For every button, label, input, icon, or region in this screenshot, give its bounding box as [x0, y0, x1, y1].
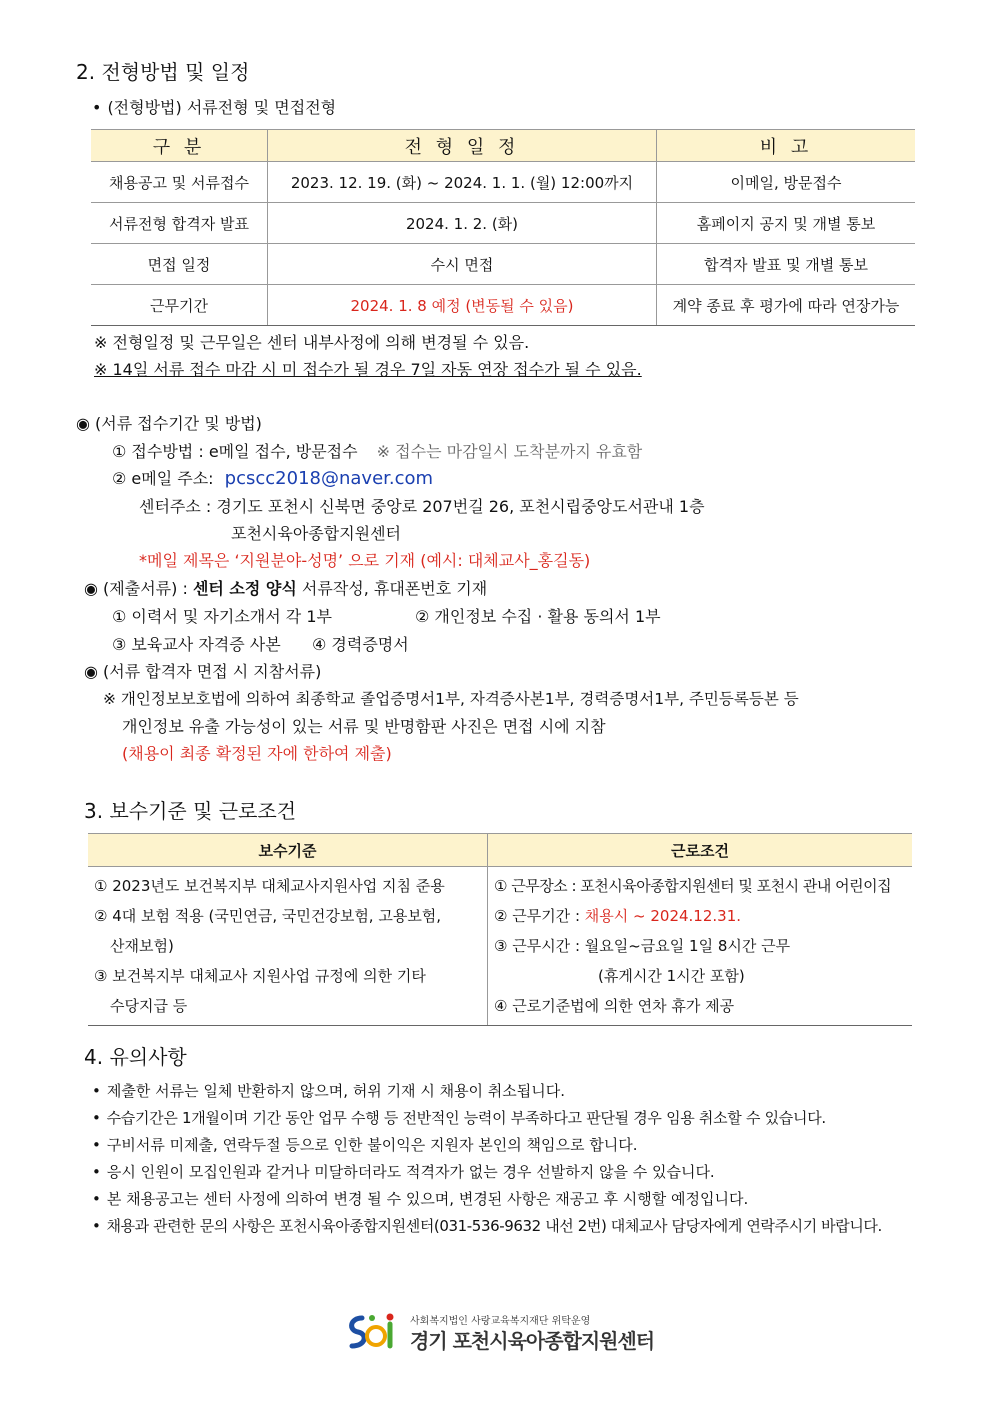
work-hours: ③ 근무시간 : 월요일~금요일 1일 8시간 근무	[494, 937, 791, 955]
documents-prefix: ◉ (제출서류) :	[84, 579, 188, 598]
interview-docs-line-2: 개인정보 유출 가능성이 있는 서류 및 반명함판 사진은 면접 시에 지참	[122, 717, 606, 736]
table-row	[91, 203, 915, 244]
schedule-header-category: 구 분	[91, 130, 268, 162]
email-label: ② e메일 주소:	[112, 469, 214, 488]
documents-item-1: ① 이력서 및 자기소개서 각 1부	[112, 607, 332, 626]
list-item: • 제출한 서류는 일체 반환하지 않으며, 허위 기재 시 채용이 취소됩니다.	[92, 1078, 882, 1105]
schedule-note-1: ※ 전형일정 및 근무일은 센터 내부사정에 의해 변경될 수 있음.	[94, 333, 530, 352]
documents-bold: 센터 소정 양식	[192, 579, 297, 598]
selection-method: • (전형방법) 서류전형 및 면접전형	[92, 95, 336, 118]
pay-item-2: ② 4대 보험 적용 (국민연금, 국민건강보험, 고용보험,	[94, 907, 442, 925]
mail-subject-rule: *메일 제목은 ‘지원분야-성명’ 으로 기재 (예시: 대체교사_홍길동)	[139, 551, 591, 570]
section3-title: 3. 보수기준 및 근로조건	[84, 799, 297, 823]
documents-item-2: ② 개인정보 수집 · 활용 동의서 1부	[415, 607, 661, 626]
center-logo	[344, 1310, 664, 1356]
table-cell: 계약 종료 후 평가에 따라 연장가능	[657, 285, 916, 326]
pay-item-3: ③ 보건복지부 대체교사 지원사업 규정에 의한 기타	[94, 967, 426, 985]
section4-title: 4. 유의사항	[84, 1045, 187, 1069]
pay-item-1: ① 2023년도 보건복지부 대체교사지원사업 지침 준용	[94, 877, 445, 895]
email-address: pcscc2018@naver.com	[224, 468, 434, 489]
pay-item-3-cont: 수당지급 등	[110, 997, 188, 1015]
pay-conditions-table	[88, 833, 912, 1026]
center-address-name: 포천시육아종합지원센터	[231, 524, 402, 543]
work-break: (휴게시간 1시간 포함)	[598, 967, 745, 985]
center-address: 센터주소 : 경기도 포천시 신북면 중앙로 207번길 26, 포천시립중앙도서관내 1층	[139, 497, 705, 516]
table-row	[91, 162, 915, 203]
work-period-value: 채용시 ~ 2024.12.31.	[584, 907, 742, 925]
documents-title	[84, 576, 487, 599]
documents-item-3: ③ 보육교사 자격증 사본	[112, 635, 281, 654]
work-place: ① 근무장소 : 포천시육아종합지원센터 및 포천시 관내 어린이집	[494, 877, 892, 895]
documents-suffix: 서류작성, 휴대폰번호 기재	[301, 579, 488, 598]
work-period	[494, 901, 906, 931]
pay-item-2-cont: 산재보험)	[110, 937, 174, 955]
section2-title: 2. 전형방법 및 일정	[76, 60, 250, 84]
logo-mark-icon	[344, 1310, 406, 1356]
schedule-note-2: ※ 14일 서류 접수 마감 시 미 접수가 될 경우 7일 자동 연장 접수가 될 수 있음.	[94, 360, 642, 379]
work-period-label: ② 근무기간 :	[494, 907, 580, 925]
submission-method-note: ※ 접수는 마감일시 도착분까지 유효함	[376, 442, 643, 461]
logo-center-name: 경기 포천시육아종합지원센터	[410, 1329, 655, 1353]
conditions-header: 근로조건	[488, 834, 913, 867]
table-cell: 서류전형 합격자 발표	[91, 203, 268, 244]
table-cell-highlight: 2024. 1. 8 예정 (변동될 수 있음)	[268, 285, 657, 326]
table-row	[91, 285, 915, 326]
table-cell: 이메일, 방문접수	[657, 162, 916, 203]
table-cell: 홈페이지 공지 및 개별 통보	[657, 203, 916, 244]
interview-docs-title: ◉ (서류 합격자 면접 시 지참서류)	[84, 662, 322, 681]
email-line	[112, 466, 433, 489]
pay-header: 보수기준	[88, 834, 488, 867]
submission-method	[112, 439, 642, 462]
schedule-header-schedule: 전 형 일 정	[268, 130, 657, 162]
list-item: • 수습기간은 1개월이며 기간 동안 업무 수행 등 전반적인 능력이 부족하다고 판단될 경우 임용 취소할 수 있습니다.	[92, 1105, 882, 1132]
list-item: • 구비서류 미제출, 연락두절 등으로 인한 불이익은 지원자 본인의 책임으로 합니다.	[92, 1132, 882, 1159]
table-cell: 수시 면접	[268, 244, 657, 285]
table-cell: 2024. 1. 2. (화)	[268, 203, 657, 244]
submission-method-label: ① 접수방법 : e메일 접수, 방문접수	[112, 442, 358, 461]
notice-list	[92, 1078, 882, 1240]
pay-cell	[88, 867, 488, 1026]
conditions-cell	[488, 867, 913, 1026]
table-cell: 근무기간	[91, 285, 268, 326]
list-item: • 본 채용공고는 센터 사정에 의하여 변경 될 수 있으며, 변경된 사항은 재공고 후 시행할 예정입니다.	[92, 1186, 882, 1213]
list-item: • 채용과 관련한 문의 사항은 포천시육아종합지원센터(031-536-9632 내선 2번) 대체교사 담당자에게 연락주시기 바랍니다.	[92, 1213, 882, 1240]
submission-title: ◉ (서류 접수기간 및 방법)	[76, 414, 262, 433]
table-cell: 2023. 12. 19. (화) ~ 2024. 1. 1. (월) 12:00까지	[268, 162, 657, 203]
logo-operator: 사회복지법인 사랑교육복지재단 위탁운영	[410, 1316, 591, 1327]
table-cell: 채용공고 및 서류접수	[91, 162, 268, 203]
work-leave: ④ 근로기준법에 의한 연차 휴가 제공	[494, 997, 735, 1015]
schedule-header-note: 비 고	[657, 130, 916, 162]
documents-item-4: ④ 경력증명서	[312, 635, 409, 654]
interview-docs-line-1: ※ 개인정보보호법에 의하여 최종학교 졸업증명서1부, 자격증사본1부, 경력증명서1부, 주민등록등본 등	[103, 690, 799, 708]
schedule-table	[91, 129, 915, 326]
table-cell: 합격자 발표 및 개별 통보	[657, 244, 916, 285]
list-item: • 응시 인원이 모집인원과 같거나 미달하더라도 적격자가 없는 경우 선발하지 않을 수 있습니다.	[92, 1159, 882, 1186]
table-cell: 면접 일정	[91, 244, 268, 285]
table-row	[91, 244, 915, 285]
interview-docs-line-3: (채용이 최종 확정된 자에 한하여 제출)	[122, 744, 392, 763]
